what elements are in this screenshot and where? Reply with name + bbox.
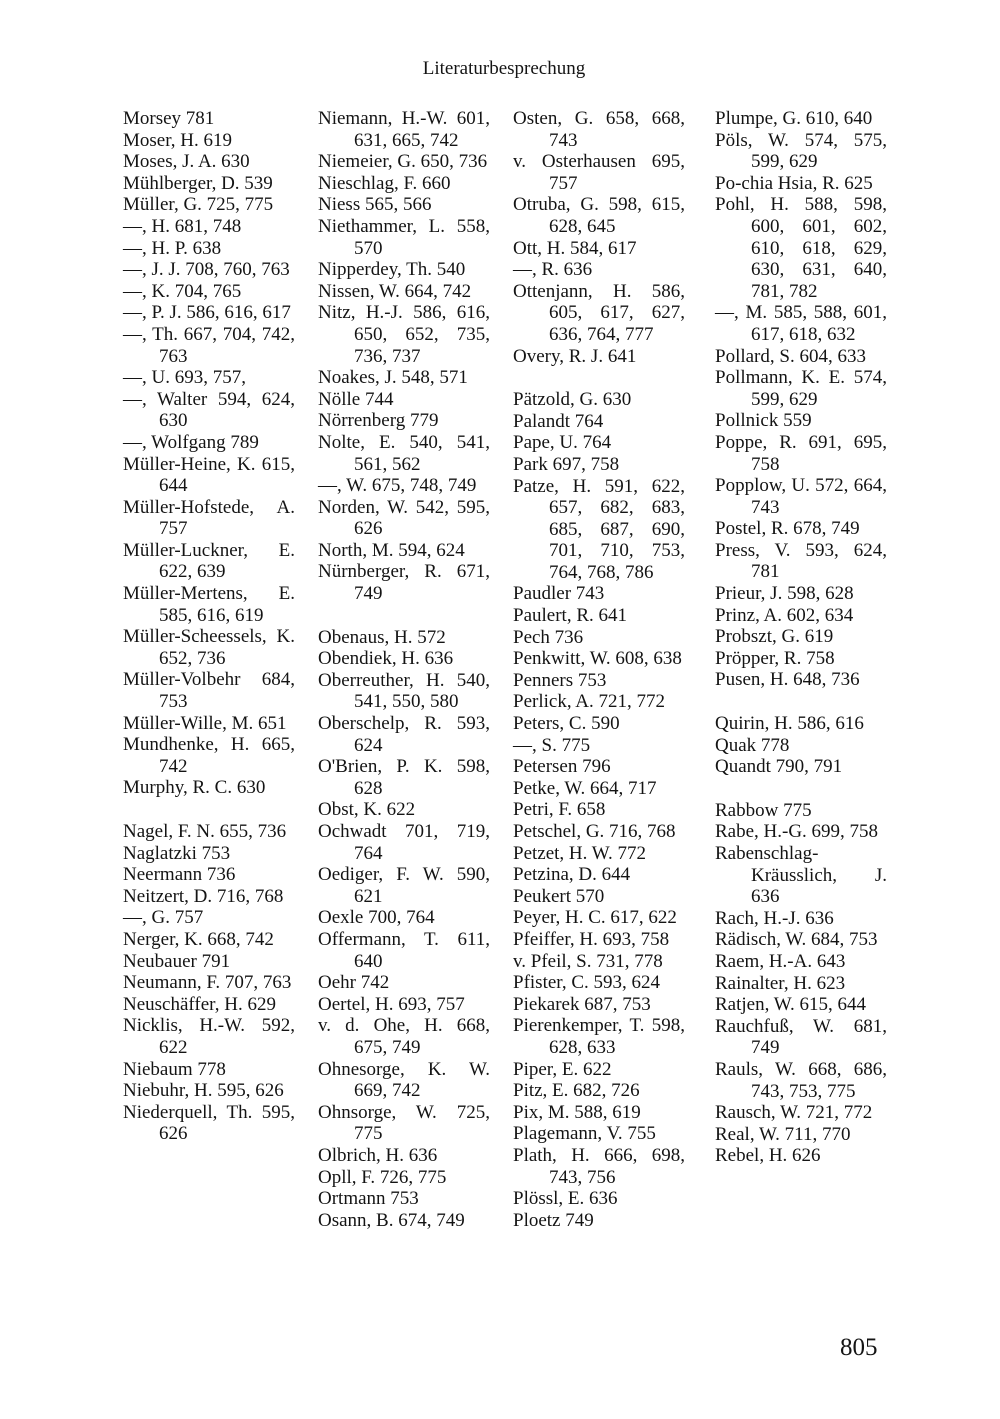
index-entry: Po-chia Hsia, R. 625 [715,172,873,194]
index-entry: O'Brien, P. K. 598, 628 [318,756,490,799]
index-entry: Rabbow 775 [715,799,812,821]
index-entry: Park 697, 758 [513,453,620,475]
index-entry: —, M. 585, 588, 601, 617, 618, 632 [715,302,887,345]
index-column-3 [513,108,685,1231]
index-entry: Rädisch, W. 684, 753 [715,929,878,951]
letter-group-gap [123,799,295,821]
index-entry: Pusen, H. 648, 736 [715,669,860,691]
index-entry: Pech 736 [513,626,584,648]
index-entry: Raem, H.-A. 643 [715,950,846,972]
index-entry: —, Th. 667, 704, 742, 763 [123,323,295,367]
index-entry: Osten, G. 658, 668, 743 [513,108,685,151]
index-entry: Müller-Scheessels, K. 652, 736 [123,626,295,669]
index-entry: Nagel, F. N. 655, 736 [123,821,287,842]
index-entry: Ott, H. 584, 617 [513,237,637,259]
index-entry: Offermann, T. 611, 640 [318,928,490,972]
index-entry: Paudler 743 [513,583,605,605]
letter-group-gap [513,367,685,389]
index-entry: Rebel, H. 626 [715,1145,821,1167]
index-entry: Müller-Volbehr 684, 753 [123,669,295,713]
index-entry: Niemann, H.-W. 601, 631, 665, 742 [318,108,490,151]
index-entry: Ploetz 749 [513,1209,594,1231]
index-entry: Probszt, G. 619 [715,626,834,648]
index-entry: Oertel, H. 693, 757 [318,993,465,1015]
index-entry: Olbrich, H. 636 [318,1144,438,1166]
index-entry: Otruba, G. 598, 615, 628, 645 [513,194,685,237]
index-entry: Pollard, S. 604, 633 [715,345,866,367]
index-entry: Müller-Wille, M. 651 [123,712,287,734]
index-entry: Popplow, U. 572, 664, 743 [715,475,887,518]
index-entry: Quak 778 [715,734,790,756]
index-entry: Müller-Luckner, E. 622, 639 [123,539,295,583]
index-entry: Nicklis, H.-W. 592, 622 [123,1015,295,1058]
index-entry: Opll, F. 726, 775 [318,1166,447,1188]
index-entry: —, K. 704, 765 [123,280,242,302]
index-entry: v. Pfeil, S. 731, 778 [513,950,663,972]
index-entry: —, U. 693, 757, [123,367,246,389]
index-entry: Peters, C. 590 [513,713,620,735]
index-entry: Pfeiffer, H. 693, 758 [513,928,670,950]
index-entry: Ochwadt 701, 719, 764 [318,821,490,864]
index-entry: North, M. 594, 624 [318,539,465,561]
index-entry: Neumann, F. 707, 763 [123,972,292,994]
index-entry: Pierenkemper, T. 598, 628, 633 [513,1015,685,1058]
index-entry: Pröpper, R. 758 [715,647,835,669]
index-entry: Rabe, H.-G. 699, 758 [715,821,879,843]
index-entry: Nissen, W. 664, 742 [318,280,472,302]
index-entry: Rabenschlag-Kräusslich, J. 636 [715,843,887,908]
index-entry: Müller, G. 725, 775 [123,194,274,216]
running-header: Literaturbesprechung [422,58,586,79]
index-entry: Oehr 742 [318,972,390,994]
index-entry: Prieur, J. 598, 628 [715,583,854,605]
index-entry: —, H. P. 638 [123,237,222,259]
index-entry: Pohl, H. 588, 598, 600, 601, 602, 610, 618, 629, 630, 631, 640, 781, 782 [715,194,887,302]
index-entry: Noakes, J. 548, 571 [318,367,468,389]
index-entry: Penners 753 [513,669,607,691]
index-entry: Morsey 781 [123,108,215,129]
index-entry: Ortmann 753 [318,1188,419,1210]
index-entry: Osann, B. 674, 749 [318,1209,465,1231]
index-entry: Oberschelp, R. 593, 624 [318,713,490,756]
index-column-4 [715,108,887,1167]
index-entry: Niebaum 778 [123,1058,226,1080]
index-entry: Müller-Mertens, E. 585, 616, 619 [123,583,295,626]
index-entry: Rauchfuß, W. 681, 749 [715,1015,887,1059]
index-entry: —, J. J. 708, 760, 763 [123,259,290,281]
index-entry: —, W. 675, 748, 749 [318,475,477,497]
letter-group-gap [715,691,887,713]
index-entry: Pape, U. 764 [513,432,612,454]
index-entry: Petke, W. 664, 717 [513,777,657,799]
index-entry: Neitzert, D. 716, 768 [123,885,284,907]
index-entry: Prinz, A. 602, 634 [715,604,854,626]
index-entry: Patze, H. 591, 622, 657, 682, 683, 685, 687, 690, 701, 710, 753, 764, 768, 786 [513,475,685,583]
index-entry: Nörrenberg 779 [318,410,439,432]
index-entry: Müller-Heine, K. 615, 644 [123,453,295,497]
index-entry: Oediger, F. W. 590, 621 [318,864,490,907]
index-entry: Obenaus, H. 572 [318,626,446,648]
index-column-2 [318,108,490,1231]
index-entry: Niederquell, Th. 595, 626 [123,1101,295,1145]
index-entry: Petschel, G. 716, 768 [513,821,676,842]
index-entry: v. Osterhausen 695, 757 [513,151,685,194]
index-entry: Naglatzki 753 [123,842,231,864]
index-entry: Obst, K. 622 [318,799,416,821]
index-entry: Moser, H. 619 [123,129,233,151]
index-entry: Norden, W. 542, 595, 626 [318,496,490,540]
index-entry: Pitz, E. 682, 726 [513,1080,640,1102]
index-entry: Oberreuther, H. 540, 541, 550, 580 [318,669,490,713]
letter-group-gap [715,778,887,800]
index-entry: Pollnick 559 [715,410,812,432]
index-entry: Nitz, H.-J. 586, 616, 650, 652, 735, 736, 737 [318,302,490,367]
index-entry: Mundhenke, H. 665, 742 [123,734,295,777]
index-entry: Paulert, R. 641 [513,605,627,627]
index-entry: Press, V. 593, 624, 781 [715,539,887,583]
index-entry: Niethammer, L. 558, 570 [318,215,490,259]
index-entry: Pix, M. 588, 619 [513,1101,641,1123]
index-entry: Perlick, A. 721, 772 [513,691,665,713]
index-entry: Real, W. 711, 770 [715,1123,851,1145]
index-entry: Plath, H. 666, 698, 743, 756 [513,1144,685,1188]
index-entry: Overy, R. J. 641 [513,345,637,367]
index-entry: Plumpe, G. 610, 640 [715,108,873,129]
index-entry: —, G. 757 [123,907,204,929]
index-entry: Ottenjann, H. 586, 605, 617, 627, 636, 764, 777 [513,280,685,345]
index-column-1 [123,108,295,1145]
index-entry: Murphy, R. C. 630 [123,777,266,799]
index-entry: Petzet, H. W. 772 [513,842,646,864]
index-entry: Piper, E. 622 [513,1058,612,1080]
index-entry: Petersen 796 [513,756,611,778]
letter-group-gap [318,605,490,627]
index-entry: —, P. J. 586, 616, 617 [123,302,291,324]
index-entry: Niemeier, G. 650, 736 [318,151,488,173]
index-entry: Pätzold, G. 630 [513,389,632,411]
index-entry: Müller-Hofstede, A. 757 [123,496,295,540]
index-entry: Nolte, E. 540, 541, 561, 562 [318,431,490,475]
index-entry: Rausch, W. 721, 772 [715,1102,873,1124]
index-entry: Nipperdey, Th. 540 [318,259,466,281]
index-entry: v. d. Ohe, H. 668, 675, 749 [318,1015,490,1058]
index-entry: Nölle 744 [318,388,394,410]
index-entry: Obendiek, H. 636 [318,648,454,670]
index-entry: Peukert 570 [513,885,605,907]
index-entry: Niebuhr, H. 595, 626 [123,1080,284,1102]
index-entry: Neuschäffer, H. 629 [123,993,276,1015]
index-entry: Nürnberger, R. 671, 749 [318,561,490,605]
index-entry: —, S. 775 [513,734,591,756]
index-entry: Rauls, W. 668, 686, 743, 753, 775 [715,1058,887,1102]
index-entry: Petzina, D. 644 [513,864,631,886]
index-entry: Pollmann, K. E. 574, 599, 629 [715,367,887,410]
index-entry: Rainalter, H. 623 [715,972,846,994]
index-entry: —, Walter 594, 624, 630 [123,388,295,432]
index-entry: Nieschlag, F. 660 [318,172,451,194]
index-entry: Plössl, E. 636 [513,1188,618,1210]
index-entry: Plagemann, V. 755 [513,1123,656,1145]
index-entry: Ratjen, W. 615, 644 [715,994,866,1016]
index-entry: Ohnsorge, W. 725, 775 [318,1101,490,1145]
index-entry: Peyer, H. C. 617, 622 [513,907,677,929]
index-entry: Neermann 736 [123,864,236,886]
page-number: 805 [840,1334,878,1361]
index-entry: Petri, F. 658 [513,799,606,821]
index-entry: Nerger, K. 668, 742 [123,928,274,950]
index-entry: Palandt 764 [513,410,604,432]
index-entry: Ohnesorge, K. W. 669, 742 [318,1058,490,1102]
index-entry: —, H. 681, 748 [123,215,242,237]
index-entry: Quandt 790, 791 [715,756,843,778]
index-entry: —, R. 636 [513,259,593,281]
index-entry: Neubauer 791 [123,950,231,972]
index-entry: Penkwitt, W. 608, 638 [513,648,682,670]
index-entry: Niess 565, 566 [318,194,432,216]
index-entry: Postel, R. 678, 749 [715,518,860,540]
index-entry: Poppe, R. 691, 695, 758 [715,431,887,475]
index-entry: Quirin, H. 586, 616 [715,713,864,735]
index-entry: Mühlberger, D. 539 [123,172,273,194]
index-entry: Pfister, C. 593, 624 [513,972,661,994]
index-entry: Oexle 700, 764 [318,907,435,929]
index-entry: Moses, J. A. 630 [123,151,250,173]
index-entry: Piekarek 687, 753 [513,993,651,1015]
index-entry: Pöls, W. 574, 575, 599, 629 [715,129,887,173]
index-entry: —, Wolfgang 789 [123,431,259,453]
index-entry: Rach, H.-J. 636 [715,907,834,929]
